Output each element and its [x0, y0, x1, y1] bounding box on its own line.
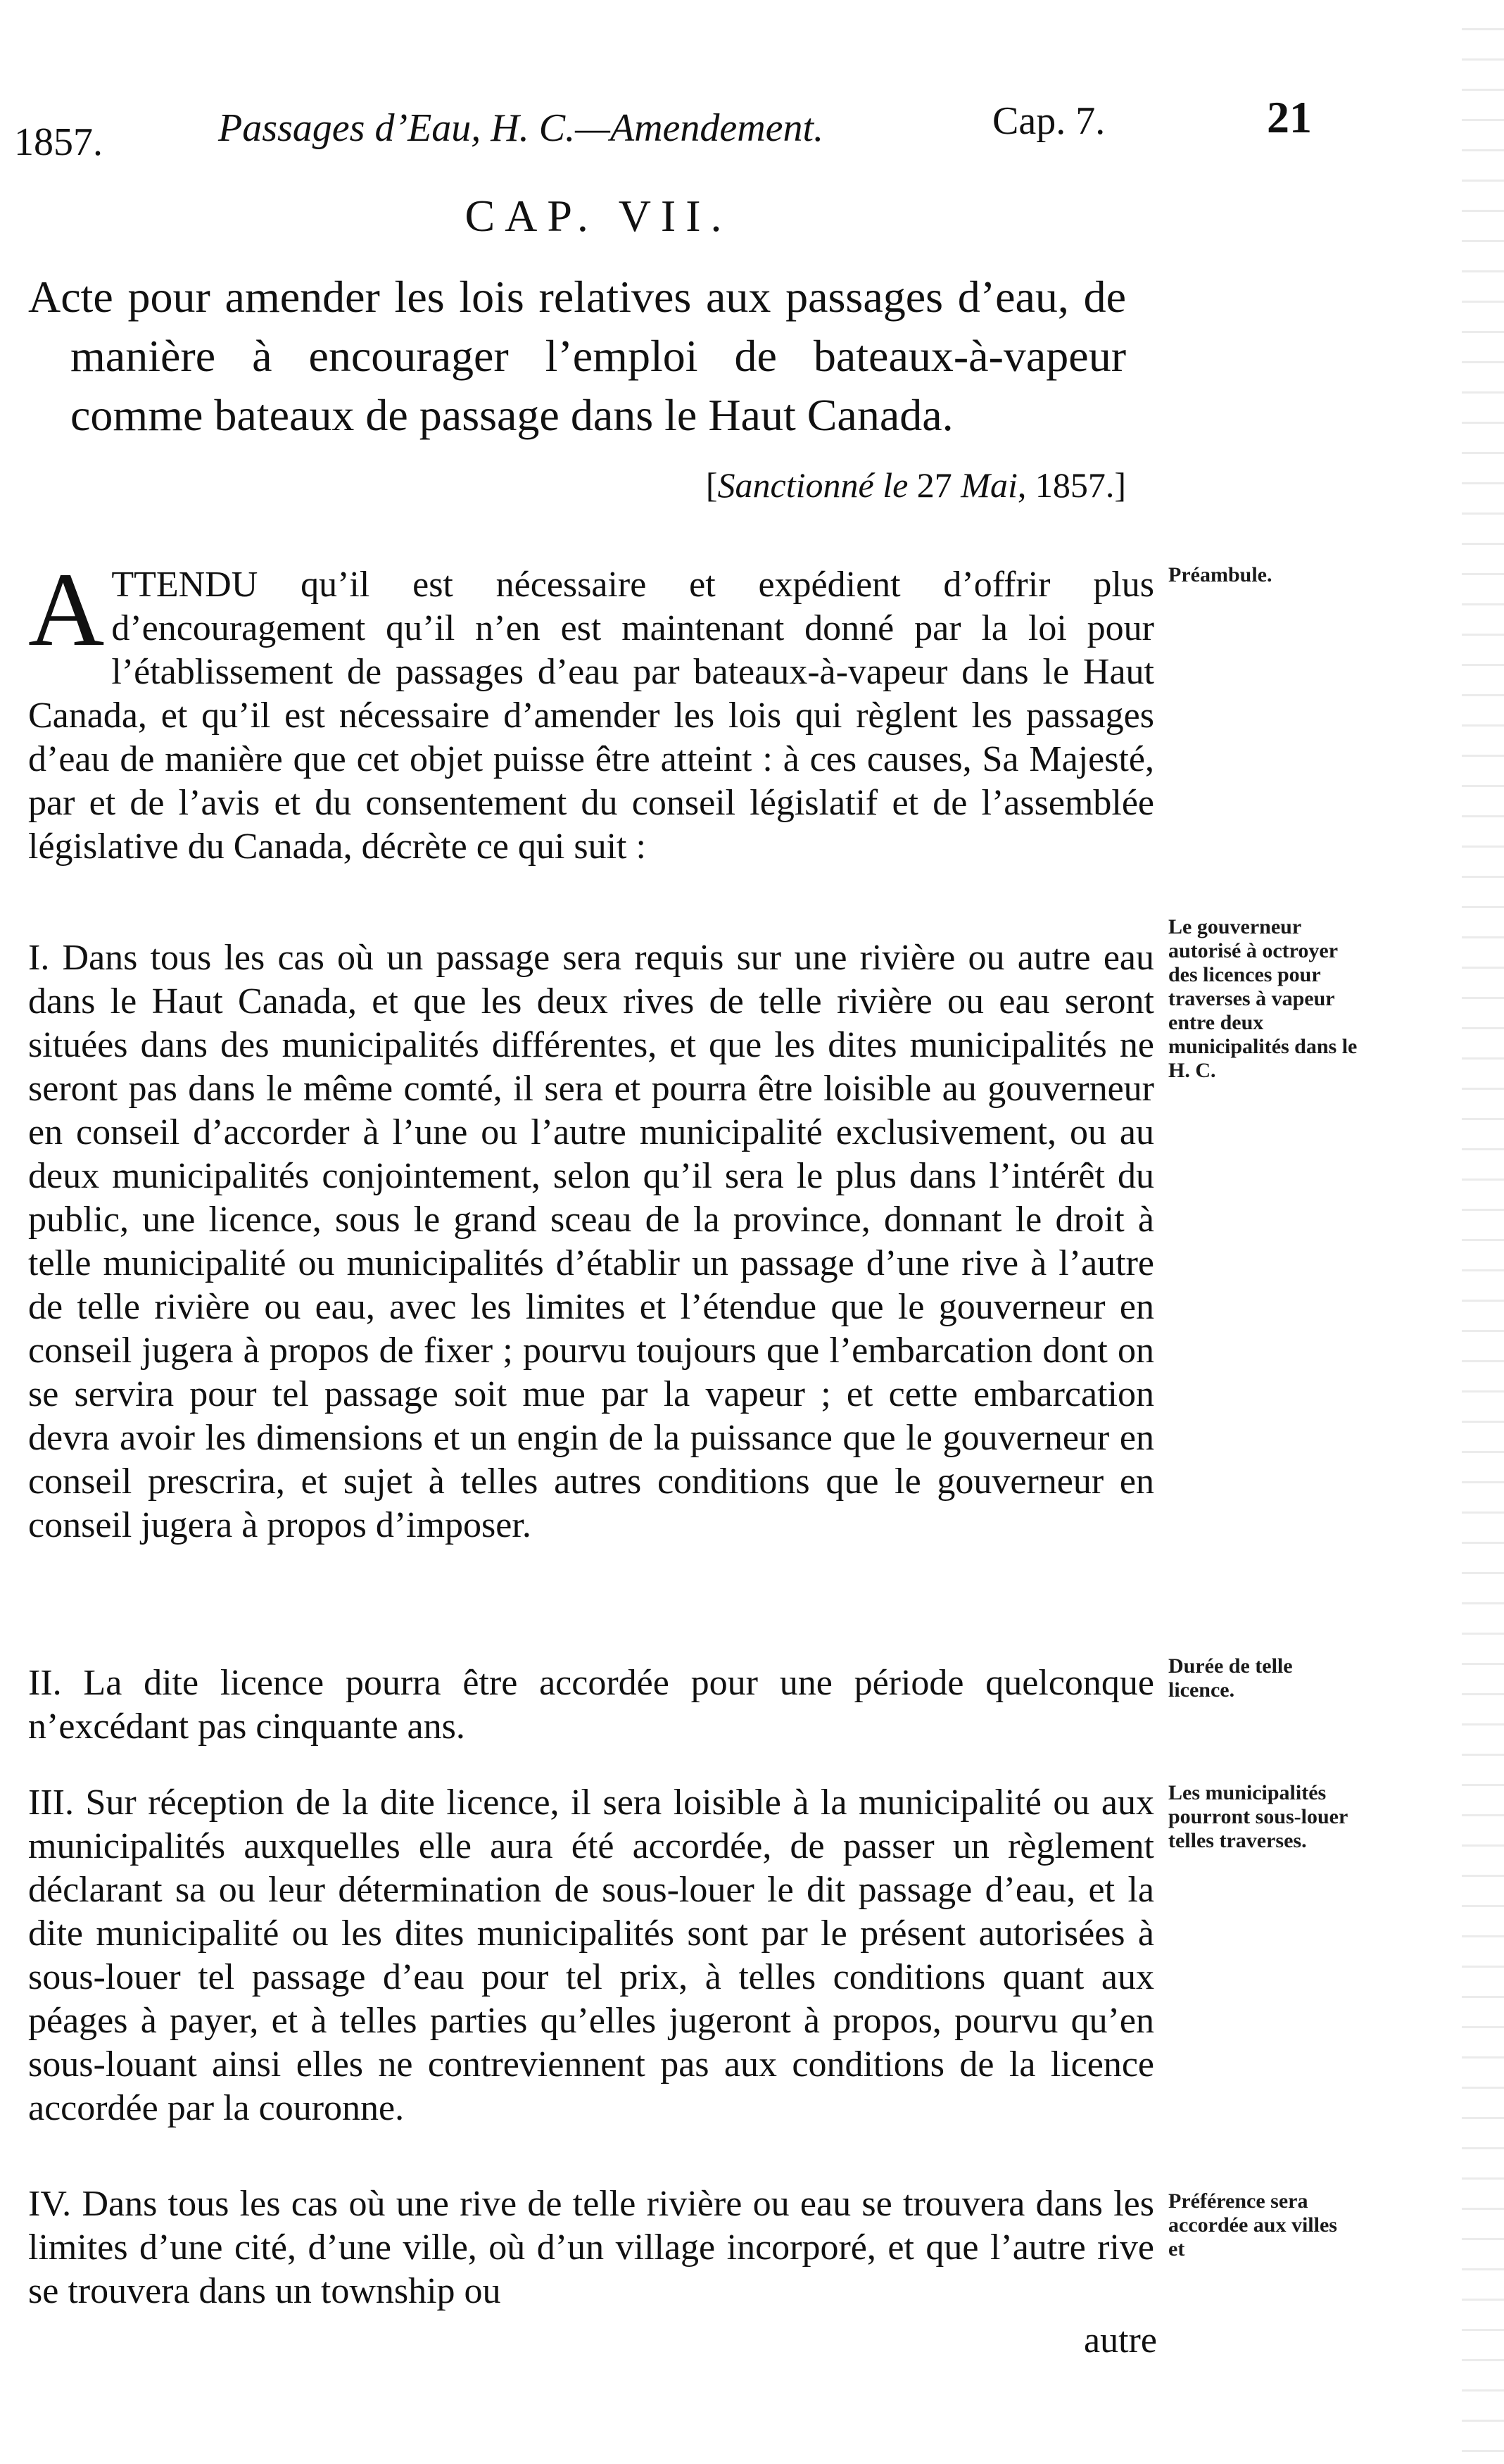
running-header [14, 92, 1337, 169]
section-3 [28, 1781, 1154, 2130]
header-title: Passages d’Eau, H. C.—Amendement. [218, 106, 824, 150]
margin-note-section-1: Le gouverneur autorisé à octroyer des licences pour traverses à vapeur entre deux municipalités dans le H. C. [1168, 915, 1358, 1082]
catchword: autre [1084, 2320, 1157, 2361]
drop-cap: A [28, 551, 105, 668]
preamble-paragraph [28, 551, 1154, 869]
section-1 [28, 936, 1154, 1547]
section-4 [28, 2182, 1154, 2313]
preamble [28, 551, 1154, 869]
sanction-month: Mai [961, 465, 1018, 505]
preamble-text: TTENDU qu’il est nécessaire et expédient d’offrir plus d’encouragement qu’il n’en est maintenant donné par la loi pour l’établissement de passages d’eau par bateaux-à-vapeur dans le Haut Canada, et qu’il est nécessaire d’amender les lois qui règlent les passages d’eau de manière que cet objet puisse être atteint : à ces causes, Sa Majesté, par et de l’avis et du consentement du conseil législatif et de l’assemblée législative du Canada, décrète ce qui suit : [28, 565, 1154, 867]
chapter-heading: CAP. VII. [465, 191, 732, 241]
act-title: Acte pour amender les lois relatives aux passages d’eau, de manière à encourager l’emploi de bateaux-à-vapeur comme bateaux de passage dans le Haut Canada. [28, 272, 1126, 440]
sanction-label: Sanctionné le [717, 465, 909, 505]
margin-note-preamble: Préambule. [1168, 563, 1272, 586]
page-number: 21 [1267, 92, 1312, 142]
sanction-year: , 1857.] [1017, 465, 1126, 505]
section-4-text: IV. Dans tous les cas où une rive de telle rivière ou eau se trouvera dans les limites d’une cité, d’une ville, où d’un village incorporé, et que l’autre rive se trouvera dans un township ou [28, 2184, 1154, 2311]
section-2-text: II. La dite licence pourra être accordée pour une période quelconque n’excédant pas cinquante ans. [28, 1663, 1154, 1747]
sanction-date [549, 465, 1126, 505]
margin-note-section-4: Préférence sera accordée aux villes et [1168, 2189, 1337, 2261]
sanction-open-bracket: [ [705, 465, 718, 505]
header-chapter-ref: Cap. 7. [992, 99, 1106, 143]
margin-note-section-3: Les municipalités pourront sous-louer telles traverses. [1168, 1781, 1348, 1852]
sanction-day: 27 [908, 465, 961, 505]
margin-note-section-2: Durée de telle licence. [1168, 1654, 1293, 1702]
section-1-text: I. Dans tous les cas où un passage sera requis sur une rivière ou autre eau dans le Haut Canada, et que les deux rives de telle rivière ou eau seront situées dans des municipalités différentes, et que les dites municipalités ne seront pas dans le même comté, il sera et pourra être loisible au gouverneur en conseil d’accorder à l’une ou l’autre municipalité exclusivement, ou au deux municipalités conjointement, selon qu’il sera le plus dans l’intérêt du public, une licence, sous le grand sceau de la province, donnant le droit à telle municipalité ou municipalités d’établir un passage d’une rive à l’autre de telle rivière ou eau, avec les limites et l’étendue que le gouverneur en conseil jugera à propos de fixer ; pourvu toujours que l’embarcation dont on se servira pour tel passage soit mue par la vapeur ; et cette embarcation devra avoir les dimensions et un engin de la puissance que le gouverneur en conseil prescrira, et sujet à telles autres conditions que le gouverneur en conseil jugera à propos d’imposer. [28, 938, 1154, 1545]
scan-edge-artifact [1462, 0, 1504, 2464]
section-3-text: III. Sur réception de la dite licence, il sera loisible à la municipalité ou aux municipalités auxquelles elle aura été accordée, de passer un règlement déclarant sa ou leur détermination de sous-louer le dit passage d’eau, et la dite municipalité ou les dites municipalités sont par le présent autorisées à sous-louer tel passage d’eau pour tel prix, à telles conditions quant aux péages à payer, et à telles parties qu’elles jugeront à propos, pourvu qu’en sous-louant ainsi elles ne contreviennent pas aux conditions de la licence accordée par la couronne. [28, 1783, 1154, 2128]
header-year: 1857. [14, 120, 103, 164]
section-2 [28, 1661, 1154, 1749]
